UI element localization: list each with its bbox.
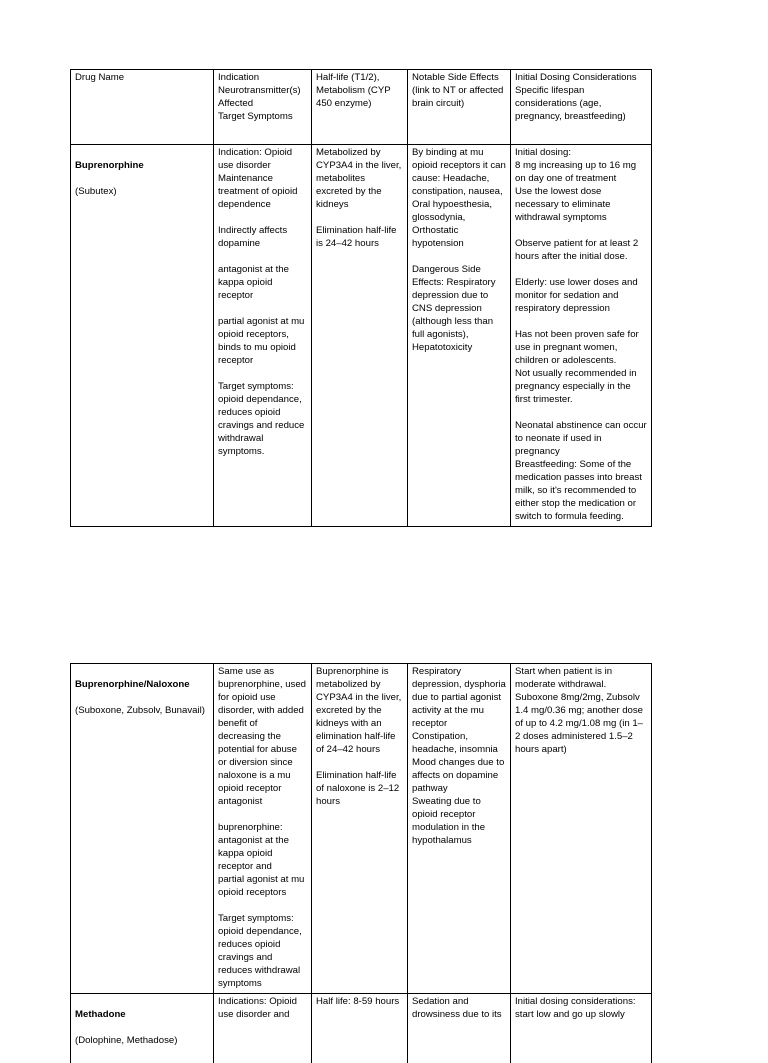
half-life-cell: Metabolized by CYP3A4 in the liver, metabolites excreted by the kidneys Elimination half-life is 24–42 hours: [312, 145, 408, 527]
table-row: [71, 145, 652, 527]
table-row: [71, 664, 652, 994]
side-effects-cell: Respiratory depression, dysphoria due to partial agonist activity at the mu receptor Constipation, headache, insomnia Mood changes due to affects on dopamine pathway Sweating due to opioid receptor modulation in the hypothalamus: [408, 664, 511, 994]
side-effects-cell: By binding at mu opioid receptors it can cause: Headache, constipation, nausea, Oral hypoesthesia, glossodynia, Orthostatic hypotension Dangerous Side Effects: Respiratory depression due to CNS depression (although less than full agonists), Hepatotoxicity: [408, 145, 511, 527]
drug-name-cell: [71, 145, 214, 527]
header-dosing: Initial Dosing Considerations Specific lifespan considerations (age, pregnancy, breastfeeding): [511, 70, 652, 145]
drug-name: Buprenorphine: [75, 159, 209, 172]
half-life-cell: Buprenorphine is metabolized by CYP3A4 in the liver, excreted by the kidneys with an elimination half-life of 24–42 hours Elimination half-life of naloxone is 2–12 hours: [312, 664, 408, 994]
header-side-effects: Notable Side Effects (link to NT or affected brain circuit): [408, 70, 511, 145]
drug-name-cell: [71, 664, 214, 994]
drug-table-2: [70, 663, 652, 1063]
drug-name: Methadone: [75, 1008, 209, 1021]
header-drug-name: Drug Name: [71, 70, 214, 145]
side-effects-cell: Sedation and drowsiness due to its: [408, 994, 511, 1063]
indication-cell: Indication: Opioid use disorder Maintenance treatment of opioid dependence Indirectly affects dopamine antagonist at the kappa opioid receptor partial agonist at mu opioid receptors, binds to mu opioid receptor Target symptoms: opioid dependance, reduces opioid cravings and reduce withdrawal symptoms.: [214, 145, 312, 527]
drug-brand: (Dolophine, Methadose): [75, 1034, 209, 1047]
header-row: [71, 70, 652, 145]
dosing-cell: Initial dosing: 8 mg increasing up to 16 mg on day one of treatment Use the lowest dose necessary to eliminate withdrawal symptoms Observe patient for at least 2 hours after the initial dose. Elderly: use lower doses and monitor for sedation and respiratory depression Has not been proven safe for use in pregnant women, children or adolescents. Not usually recommended in pregnancy especially in the first trimester. Neonatal abstinence can occur to neonate if used in pregnancy Breastfeeding: Some of the medication passes into breast milk, so it's recommended to either stop the medication or switch to formula feeding.: [511, 145, 652, 527]
header-half-life: Half-life (T1/2), Metabolism (CYP 450 enzyme): [312, 70, 408, 145]
drug-name-cell: [71, 994, 214, 1063]
table-row: [71, 994, 652, 1063]
indication-cell: Indications: Opioid use disorder and: [214, 994, 312, 1063]
drug-brand: (Subutex): [75, 185, 209, 198]
indication-cell: Same use as buprenorphine, used for opioid use disorder, with added benefit of decreasing the potential for abuse or diversion since naloxone is a mu opioid receptor antagonist buprenorphine: antagonist at the kappa opioid receptor and partial agonist at mu opioid receptors Target symptoms: opioid dependance, reduces opioid cravings and reduces withdrawal symptoms: [214, 664, 312, 994]
dosing-cell: Start when patient is in moderate withdrawal. Suboxone 8mg/2mg, Zubsolv 1.4 mg/0.36 mg; another dose of up to 4.2 mg/1.08 mg (in 1–2 doses administered 1.5–2 hours apart): [511, 664, 652, 994]
drug-table-1: [70, 69, 652, 527]
header-indication: Indication Neurotransmitter(s) Affected Target Symptoms: [214, 70, 312, 145]
dosing-cell: Initial dosing considerations: start low and go up slowly: [511, 994, 652, 1063]
drug-name: Buprenorphine/Naloxone: [75, 678, 209, 691]
half-life-cell: Half life: 8-59 hours: [312, 994, 408, 1063]
drug-brand: (Suboxone, Zubsolv, Bunavail): [75, 704, 209, 717]
